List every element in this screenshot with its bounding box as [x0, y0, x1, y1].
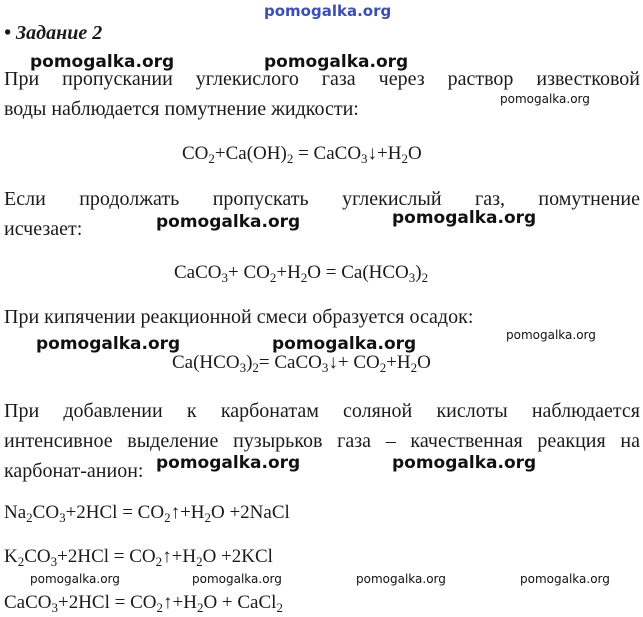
watermark: pomogalka.org [30, 52, 175, 72]
watermark: pomogalka.org [506, 328, 596, 342]
task-heading: • Задание 2 [4, 22, 103, 44]
equation-5: $K_2CO_3+2HCl$ = $CO_2↑+H_2O +2KCl$ [4, 546, 273, 569]
watermark: pomogalka.org [392, 208, 537, 228]
equation-4: $Na_2CO_3+2HCl$ = $CO_2↑+H_2O$ +2NaCl [4, 502, 290, 525]
paragraph-1-line-2: воды наблюдается помутнение жидкости: [4, 98, 359, 120]
paragraph-3: При кипячении реакционной смеси образуется осадок: [4, 306, 474, 328]
watermark: pomogalka.org [264, 52, 409, 72]
watermark: pomogalka.org [272, 334, 417, 354]
equation-3: $Ca(HCO_3)_2=$ CaCO$_3$↓+ $CO_2+H_2O$ [172, 352, 431, 375]
equation-1: $CO_2+Ca(OH)_2$ = $CaCO_3↓+H_2O$ [182, 143, 422, 166]
watermark: pomogalka.org [520, 572, 610, 586]
watermark-top: pomogalka.org [264, 2, 392, 20]
paragraph-2-line-1: Если продолжать пропускать углекислый газ, помутнение [4, 188, 640, 210]
watermark: pomogalka.org [192, 572, 282, 586]
equation-6: CaCO$_3$+2HCl = $CO_2↑+H_2O$ + CaCl$_2$ [4, 592, 283, 615]
watermark: pomogalka.org [156, 453, 301, 473]
watermark: pomogalka.org [156, 212, 301, 232]
paragraph-2-line-2: исчезает: [4, 218, 83, 240]
watermark: pomogalka.org [392, 453, 537, 473]
paragraph-4-line-1: При добавлении к карбонатам соляной кислоты наблюдается [4, 400, 640, 422]
paragraph-4-line-3: карбонат-анион: [4, 460, 144, 482]
paragraph-4 [4, 396, 640, 486]
paragraph-4-line-2: интенсивное выделение пузырьков газа – качественная реакция на [4, 430, 640, 452]
paragraph-2 [4, 184, 640, 244]
watermark: pomogalka.org [500, 92, 590, 106]
equation-2: CaCO$_3$+ $CO_2+H_2O = Ca(HCO_3)_2$ [174, 262, 429, 285]
watermark: pomogalka.org [36, 334, 181, 354]
watermark: pomogalka.org [356, 572, 446, 586]
watermark: pomogalka.org [30, 572, 120, 586]
paragraph-1-line-1: При пропускании углекислого газа через раствор известковой [4, 68, 640, 90]
